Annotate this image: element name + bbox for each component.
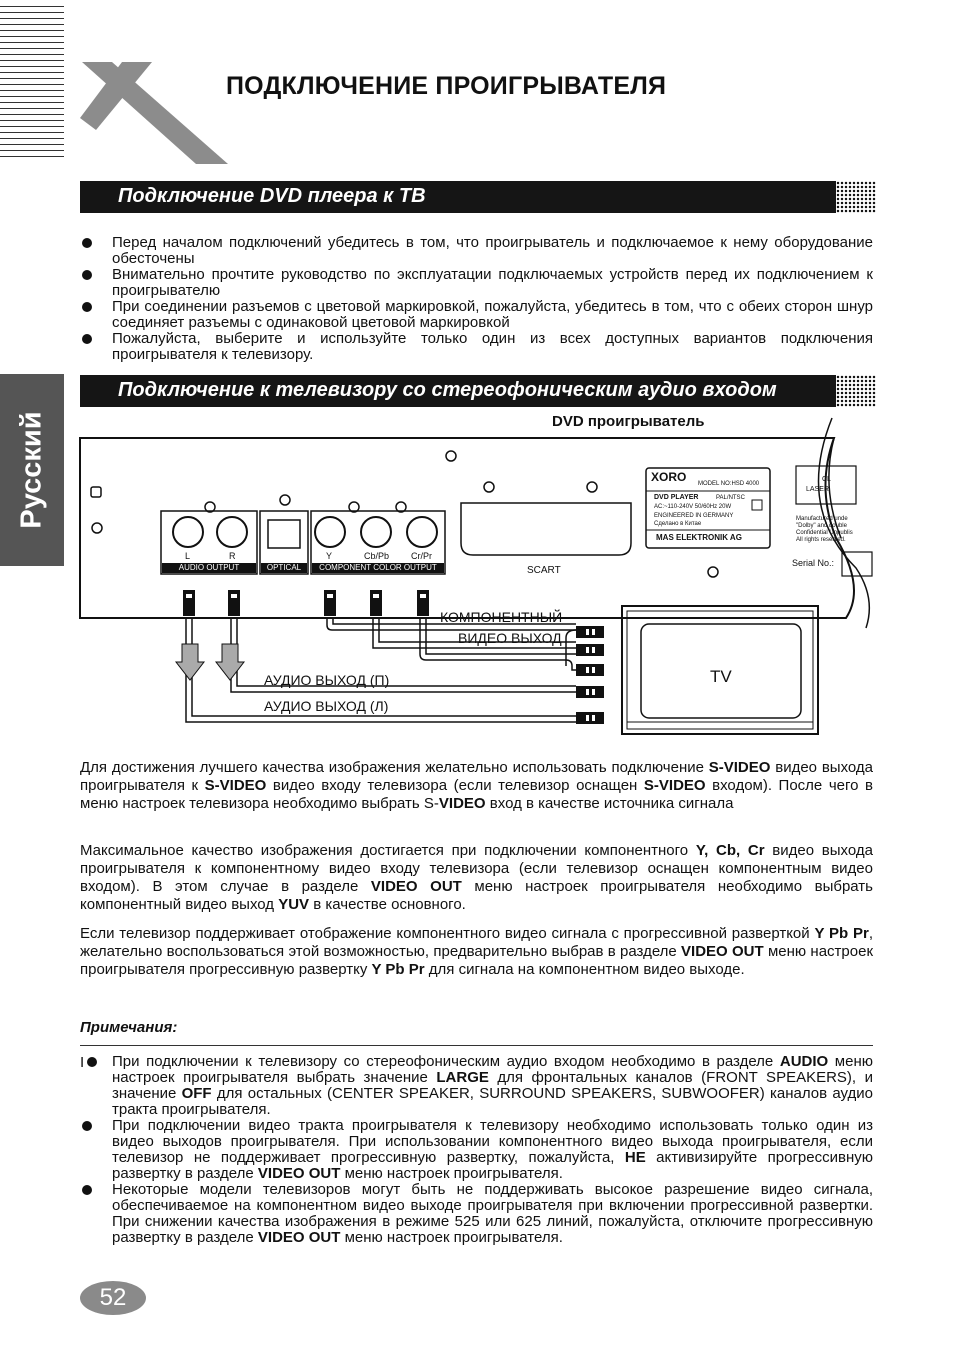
laser-class-text: CL [822,476,831,483]
notes-divider [80,1045,873,1046]
tv-label: TV [710,667,732,686]
paragraph-component: Максимальное качество изображения достигается при подключении компонентного Y, Cb, Cr видео выхода проигрывателя к компонентному видео входу телевизора (если телевизор оснащен компонентным видео входом). В этом случае в разделе VIDEO OUT меню настроек проигрывателя необходимо выбрать компонентный видео выход YUV в качестве основного. [80,842,873,913]
component-cr-label: Cr/Pr [411,551,432,561]
bar-pattern [836,181,876,213]
bullet-icon [82,270,92,280]
precautions-list [80,235,873,363]
bullet-icon [82,1185,92,1195]
notes-title: Примечания: [80,1019,178,1036]
list-item: Пожалуйста, выберите и используйте только один из всех доступных вариантов подключения проигрывателя к телевизору. [80,331,873,363]
component-y-label: Y [326,551,333,561]
list-item: При подключении к телевизору со стереофоническим аудио входом необходимо в разделе AUDIO меню настроек проигрывателя выбрать значение LARGE для фронтальных каналов (FRONT SPEAKERS), и значение OFF для остальных (CENTER SPEAKER, SURROUND SPEAKERS, SUBWOOFER) каналов аудио тракта проигрывателя. [80,1054,873,1118]
component-cb-label: Cb/Pb [364,551,390,561]
power-text: AC:~110-240V 50/60Hz 20W [654,504,732,510]
scart-label: SCART [527,565,561,576]
page-title: ПОДКЛЮЧЕНИЕ ПРОИГРЫВАТЕЛЯ [226,72,667,100]
language-label: Русский [15,411,48,529]
section-bar-connect-tv [80,181,876,213]
notes-list [80,1054,873,1246]
list-item: Некоторые модели телевизоров могут быть не поддерживать высокое разрешение видео сигнала, обеспечиваемое на компонентном видео выходе проигрывателя при включении прогрессивной развертки. При снижении качества изображения в режиме 525 или 625 линий, пожалуйста, отключите прогрессивную развертку в разделе VIDEO OUT меню настроек проигрывателя. [80,1182,873,1246]
bullet-icon [82,238,92,248]
page-number: 52 [80,1281,146,1315]
language-side-tab [0,374,64,566]
xoro-label: XORO [651,470,687,484]
manufactured-line-3: Confidential Unpublis [796,530,853,536]
section-bar-stereo-tv [80,375,876,407]
bullet-icon [82,302,92,312]
paragraph-progressive: Если телевизор поддерживает отображение компонентного видео сигнала с прогрессивной разверткой Y Pb Pr, желательно воспользоваться этой возможностью, предварительно выбрав в разделе VIDEO OUT меню настроек проигрывателя прогрессивную развертку Y Pb Pr для сигнала на компонентном видео выходе. [80,925,874,978]
palntsc-text: PAL/NTSC [716,495,745,501]
connection-diagram [76,408,876,748]
paragraph-svideo: Для достижения лучшего качества изображения желательно использовать подключение S-VIDEO видео выхода проигрывателя к S-VIDEO видео входу телевизора (если телевизор оснащен S-VIDEO входом). После чего в меню настроек телевизора необходимо выбрать S-VIDEO вход в качестве источника сигнала [80,759,874,812]
laser-text: LASER [806,486,829,493]
audio-left-label: АУДИО ВЫХОД (Л) [264,698,389,714]
engineered-text: ENGINEERED IN GERMANY [654,513,734,519]
list-item: Внимательно прочтите руководство по эксплуатации подключаемых устройств перед их подключением к проигрывателю [80,267,873,299]
diagram-drawing [76,408,876,748]
bullet-icon [82,1121,92,1131]
header-stripes [0,6,64,162]
audio-right-label: АУДИО ВЫХОД (П) [264,672,390,688]
mas-text: MAS ELEKTRONIK AG [656,533,742,542]
player-label: DVD проигрыватель [552,413,705,430]
component-video-label-2: ВИДЕО ВЫХОД [458,630,562,646]
bullet-icon [87,1057,97,1067]
audio-r-label: R [229,551,236,561]
manufactured-line-4: All rights reserved. [796,537,846,543]
xoro-x-logo [76,60,228,166]
list-item: При подключении видео тракта проигрывателя к телевизору необходимо использовать только один из видео выходов проигрывателя. При использовании компонентного видео выхода проигрывателя, если телевизор не поддерживает прогрессивную развертку, пожалуйста, НЕ активизируйте прогрессивную развертку в разделе VIDEO OUT меню настроек проигрывателя. [80,1118,873,1182]
section-title: Подключение к телевизору со стереофоническим аудио входом [118,379,777,401]
bullet-icon [82,334,92,344]
audio-output-label: AUDIO OUTPUT [162,563,256,573]
audio-l-label: L [185,551,191,561]
model-label: MODEL NO:HSD 4000 [698,481,760,487]
optical-label: OPTICAL [261,563,307,573]
serial-label: Serial No.: [792,558,835,568]
section-title: Подключение DVD плеера к ТВ [118,185,426,207]
made-in-text: Сделано в Китае [654,521,702,527]
component-output-label: COMPONENT COLOR OUTPUT [312,563,444,573]
list-item: При соединении разъемов с цветовой маркировкой, пожалуйста, убедитесь в том, что с обеих сторон шнур соединяет разъемы с одинаковой цветовой маркировкой [80,299,873,331]
component-video-label-1: КОМПОНЕНТНЫЙ [440,609,563,625]
notes-marker: I [80,1054,85,1071]
bar-pattern [836,375,876,407]
manufactured-line-1: Manufactured unde [796,516,848,522]
manufactured-line-2: "Dolby" and double [796,523,847,529]
dvd-player-text: DVD PLAYER [654,494,699,501]
list-item: Перед началом подключений убедитесь в том, что проигрыватель и подключаемое к нему оборудование обесточены [80,235,873,267]
